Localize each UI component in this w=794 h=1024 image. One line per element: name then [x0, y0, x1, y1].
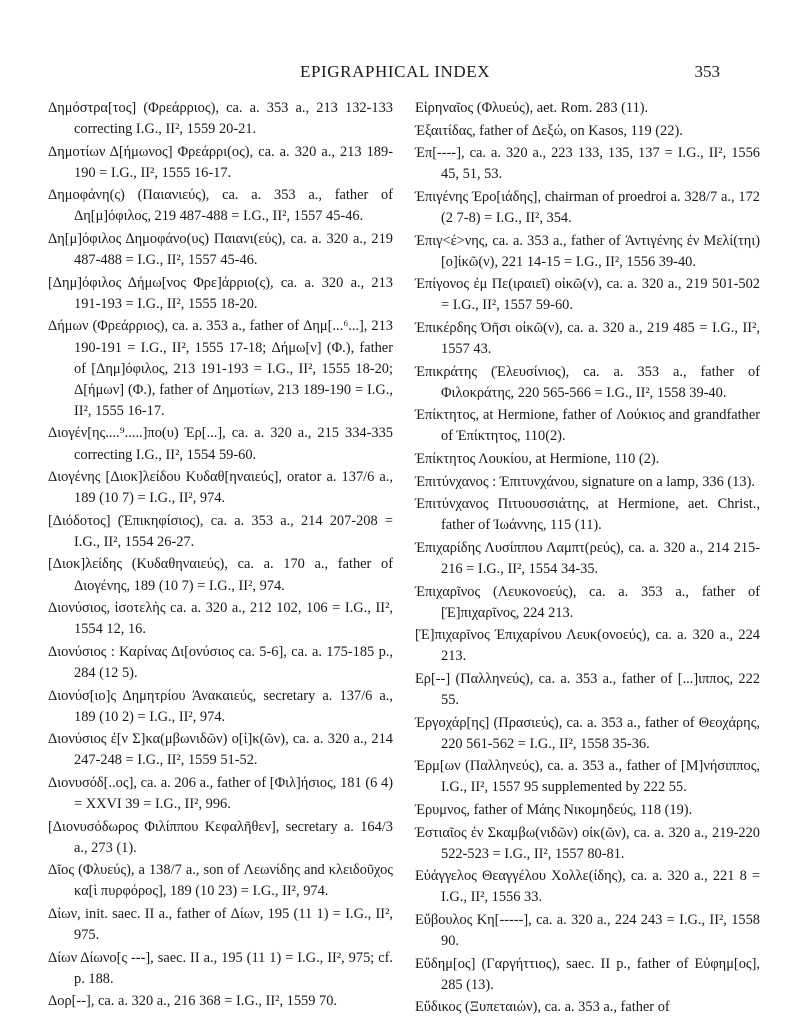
index-entry: Έπιτύνχανος : Έπιτυνχάνου, signature on a lamp, 336 (13).: [415, 473, 755, 490]
index-entry: Εἰρηναῖος (Φλυεύς), aet. Rom. 283 (11).: [415, 100, 649, 116]
index-entry: Ερ[--] (Παλληνεύς), ca. a. 353 a., father of [...]ιππος, 222 55.: [415, 670, 760, 709]
index-entry: Διονυσόδ[..ος], ca. a. 206 a., father of [Φιλ]ήσιος, 181 (6 4) = XXVI 39 = I.G., II², 996.: [48, 774, 393, 812]
index-entry: Έρυμνος, father of Μάης Νικομηδεύς, 118 (19).: [415, 802, 693, 818]
index-entry: Έπίκτητος, at Hermione, father of Λούκιος and grandfather of Έπίκτητος, 110(2).: [415, 407, 760, 445]
index-entry: Διογέν[ης....⁹.....]πο(υ) Έρ[...], ca. a. 320 a., 215 334-335 correcting I.G., II², 1554 59-60.: [48, 425, 393, 463]
index-entry: Έπ[----], ca. a. 320 a., 223 133, 135, 137 = I.G., II², 1556 45, 51, 53.: [415, 145, 760, 183]
index-entry: Εὔδημ[ος] (Γαργήττιος), saec. II p., father of Εὐφημ[ος], 285 (13).: [415, 955, 760, 993]
index-entry: Έξαιτίδας, father of Δεξώ, on Kasos, 119 (22).: [415, 122, 683, 139]
index-entry: Έργοχάρ[ης] (Πρασιεύς), ca. a. 353 a., father of Θεοχάρης, 220 561-562 = I.G., II², 1558 35-36.: [415, 714, 760, 752]
index-entry: Δορ[--], ca. a. 320 a., 216 368 = I.G., II², 1559 70.: [48, 993, 338, 1010]
index-entry: Διονύσιος, ἰσοτελὴς ca. a. 320 a., 212 102, 106 = I.G., II², 1554 12, 16.: [48, 600, 393, 638]
index-entry: Εὔβουλος Κη[-----], ca. a. 320 a., 224 243 = I.G., II², 1558 90.: [415, 911, 760, 950]
index-entry: Δίων Δίωνο[ς ---], saec. II a., 195 (11 1) = I.G., II², 975; cf. p. 188.: [48, 949, 393, 987]
index-entry: Έπιτύνχανος Πιτυουσσιάτης, at Hermione, aet. Christ., father of Ίωάννης, 115 (11).: [415, 496, 760, 534]
running-title: EPIGRAPHICAL INDEX: [300, 62, 491, 81]
index-entry: Έπίκτητος Λουκίου, at Hermione, 110 (2).: [415, 451, 660, 467]
index-entry: Δημοφάνη(ς) (Παιανιεύς), ca. a. 353 a., father of Δη[μ]όφιλος, 219 487-488 = I.G., II², 1557 45-46.: [48, 187, 393, 225]
index-entry: Έπικράτης (Έλευσίνιος), ca. a. 353 a., father of Φιλοκράτης, 220 565-566 = I.G., II², 1558 39-40.: [415, 363, 760, 401]
index-entry: Έπιχαρῖνος (Λευκονοεύς), ca. a. 353 a., father of [Έ]πιχαρῖνος, 224 213.: [415, 583, 760, 621]
index-entry: Διονύσιος : Καρίνας Δι[ονύσιος ca. 5-6], ca. a. 175-185 p., 284 (12 5).: [48, 643, 393, 681]
index-entry: [Διόδοτος] (Έπικηφίσιος), ca. a. 353 a., 214 207-208 = I.G., II², 1554 26-27.: [48, 512, 393, 550]
index-entry: [Διοκ]λείδης (Κυδαθηναιεύς), ca. a. 170 a., father of Διογένης, 189 (10 7) = I.G., II², 974.: [48, 556, 393, 594]
page-number: 353: [694, 62, 720, 81]
index-entry: Δήμων (Φρεάρριος), ca. a. 353 a., father of Δημ[...⁶...], 213 190-191 = I.G., II², 1555 17-18; Δήμω[ν] (Φ.), father of [Δημ]όφιλος, 213 191-193 = I.G., II², 1555 18-20; Δ[ήμων] (Φ.), father of Δημοτίων, 213 189-190 = I.G., II², 1555 16-17.: [48, 318, 393, 419]
index-entry: [Δημ]όφιλος Δήμω[νος Φρε]άρριο(ς), ca. a. 320 a., 213 191-193 = I.G., II², 1555 18-20.: [48, 274, 393, 312]
index-entry: [Έ]πιχαρῖνος Έπιχαρίνου Λευκ(ονοεύς), ca. a. 320 a., 224 213.: [415, 627, 760, 665]
index-entry: Διογένης [Διοκ]λείδου Κυδαθ[ηναιεύς], orator a. 137/6 a., 189 (10 7) = I.G., II², 974.: [48, 469, 393, 507]
index-entry: Δημόστρα[τος] (Φρεάρριος), ca. a. 353 a., 213 132-133 correcting I.G., II², 1559 20-21.: [48, 100, 393, 138]
index-entry: Έπιγένης Έρο[ιάδης], chairman of proedroi a. 328/7 a., 172 (2 7-8) = I.G., II², 354.: [415, 188, 760, 226]
index-entry: Έρμ[ων (Παλληνεύς), ca. a. 353 a., father of [Μ]νήσιππος, I.G., II², 1557 95 supplemented by 222 55.: [415, 758, 760, 796]
index-entry: Εὔδικος (Ξυπεταιών), ca. a. 353 a., father of: [415, 999, 670, 1016]
index-entry: Διονύσ[ιο]ς Δημητρίου Άνακαιεύς, secretary a. 137/6 a., 189 (10 2) = I.G., II², 974.: [48, 687, 393, 725]
index-entry: Έπιχαρίδης Λυσίππου Λαμπτ(ρεύς), ca. a. 320 a., 214 215-216 = I.G., II², 1554 34-35.: [415, 539, 760, 577]
index-entry: Έπίγονος ἐμ Πε(ιραιεῖ) οἰκῶ(ν), ca. a. 320 a., 219 501-502 = I.G., II², 1557 59-60.: [415, 276, 760, 314]
index-entry: Έστιαῖος ἐν Σκαμβω(νιδῶν) οἰκ(ῶν), ca. a. 320 a., 219-220 522-523 = I.G., II², 1557 80-81.: [415, 824, 760, 862]
index-entry: Δημοτίων Δ[ήμωνος] Φρεάρρι(ος), ca. a. 320 a., 213 189-190 = I.G., II², 1555 16-17.: [48, 143, 393, 181]
index-entry: Έπικέρδης Όῆσι οἰκῶ(ν), ca. a. 320 a., 219 485 = I.G., II², 1557 43.: [415, 319, 760, 358]
left-column: [48, 98, 393, 1014]
index-entry: Διονύσιος ἐ[ν Σ]κα(μβωνιδῶν) ο[ἰ]κ(ῶν), ca. a. 320 a., 214 247-248 = I.G., II², 1559 51-52.: [48, 731, 393, 769]
index-entry: Εὐάγγελος Θεαγγέλου Χολλε(ίδης), ca. a. 320 a., 221 8 = I.G., II², 1556 33.: [415, 868, 760, 906]
index-entry: Έπιγ<έ>νης, ca. a. 353 a., father of Άντιγένης ἐν Μελί(τηι) [ο]ἰκῶ(ν), 221 14-15 = I.G., II², 1556 39-40.: [415, 232, 760, 270]
page-header: [300, 62, 720, 86]
index-entry: Δίων, init. saec. II a., father of Δίων, 195 (11 1) = I.G., II², 975.: [48, 905, 393, 944]
index-entry: Δη[μ]όφιλος Δημοφάνο(υς) Παιανι(εύς), ca. a. 320 a., 219 487-488 = I.G., II², 1557 45-46.: [48, 231, 393, 269]
index-entry: Δῖος (Φλυεύς), a 138/7 a., son of Λεωνίδης and κλειδοῦχος κα[ὶ πυρφόρος], 189 (10 23) = I.G., II², 974.: [48, 862, 393, 900]
index-entry: [Διονυσόδωρος Φιλίππου Κεφαλῆθεν], secretary a. 164/3 a., 273 (1).: [48, 818, 393, 856]
right-column: [415, 98, 760, 1020]
